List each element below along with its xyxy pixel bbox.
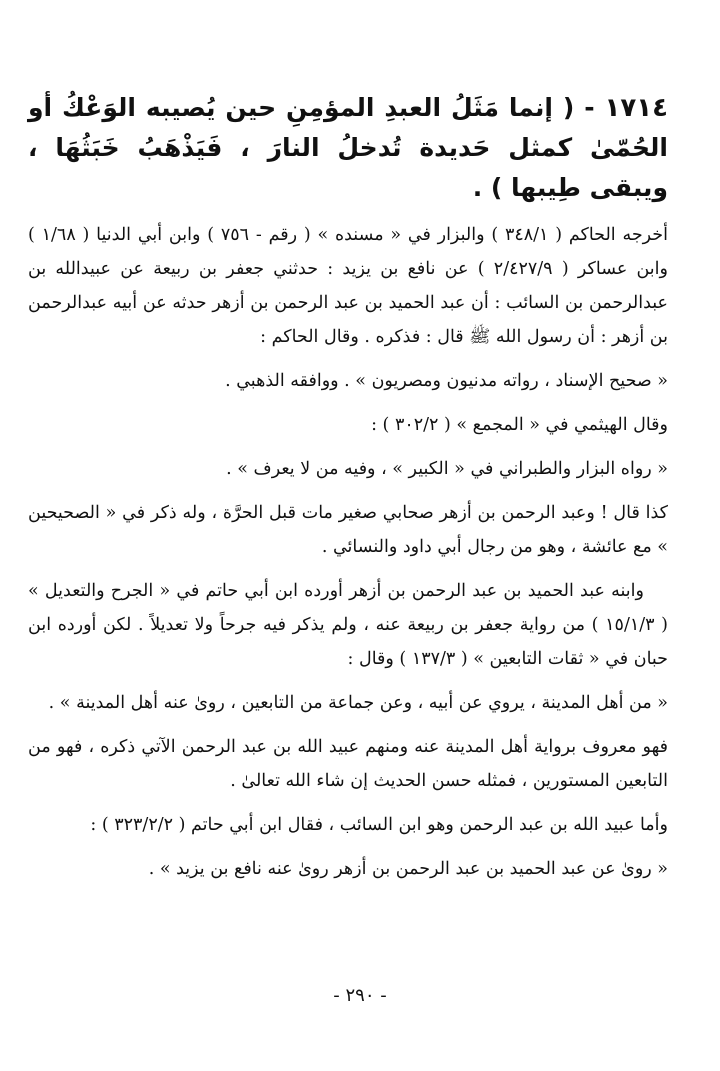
ibn-hibban-quote: « من أهل المدينة ، يروي عن أبيه ، وعن جماعة من التابعين ، روىٰ عنه أهل المدينة » . xyxy=(48,693,668,713)
hakim-quote: « صحيح الإسناد ، رواته مدنيون ومصريون » . ووافقه الذهبي . xyxy=(225,371,668,391)
hadith-number: ١٧١٤ xyxy=(604,93,668,123)
haythami-intro: وقال الهيثمي في « المجمع » ( ٣٠٢/٢ ) : xyxy=(371,415,668,435)
conclusion-paragraph: فهو معروف برواية أهل المدينة عنه ومنهم عبيد الله بن عبد الرحمن الآتي ذكره ، فهو من التابعين المستورين ، فمثله حسن الحديث إن شاء الله تعالىٰ . xyxy=(28,737,668,791)
ibn-abi-hatim-quote: « روىٰ عن عبد الحميد بن عبد الرحمن بن أزهر روىٰ عنه نافع بن يزيد » . xyxy=(148,859,668,879)
takhrij-paragraph: أخرجه الحاكم ( ٣٤٨/١ ) والبزار في « مسنده » ( رقم - ٧٥٦ ) وابن أبي الدنيا ( ١/٦٨ ) وابن عساكر ( ٢/٤٢٧/٩ ) عن نافع بن يزيد : حدثني جعفر بن ربيعة عن عبيدالله بن عبدالرحمن بن السائب : أن عبد الحميد بن عبد الرحمن بن أزهر حدثه عن أبيه عبدالرحمن بن أزهر : أن رسول الله ﷺ قال : فذكره . وقال الحاكم : xyxy=(28,225,668,347)
page-body xyxy=(28,88,668,896)
son-paragraph: وابنه عبد الحميد بن عبد الرحمن بن أزهر أورده ابن أبي حاتم في « الجرح والتعديل » ( ١٥/١/٣ ) من رواية جعفر بن ربيعة عنه ، ولم يذكر فيه جرحاً ولا تعديلاً . لكن أورده ابن حبان في « ثقات التابعين » ( ١٣٧/٣ ) وقال : xyxy=(28,581,669,669)
ubaydullah-paragraph: وأما عبيد الله بن عبد الرحمن وهو ابن السائب ، فقال ابن أبي حاتم ( ٣٢٣/٢/٢ ) : xyxy=(90,815,668,835)
hadith-heading xyxy=(28,88,668,208)
haythami-quote: « رواه البزار والطبراني في « الكبير » ، وفيه من لا يعرف » . xyxy=(226,459,668,479)
comment-paragraph: كذا قال ! وعبد الرحمن بن أزهر صحابي صغير مات قبل الحرَّة ، وله ذكر في « الصحيحين » مع عائشة ، وهو من رجال أبي داود والنسائي . xyxy=(28,503,668,557)
hadith-text: - ( إنما مَثَلُ العبدِ المؤمِنِ حين يُصيبه الوَعْكُ أو الحُمّىٰ كمثل حَديدة تُدخلُ النارَ ، فَيَذْهَبُ خَبَثُهَا ، ويبقى طِيبها ) . xyxy=(28,93,668,202)
page-number: - ٢٩٠ - xyxy=(333,985,387,1006)
